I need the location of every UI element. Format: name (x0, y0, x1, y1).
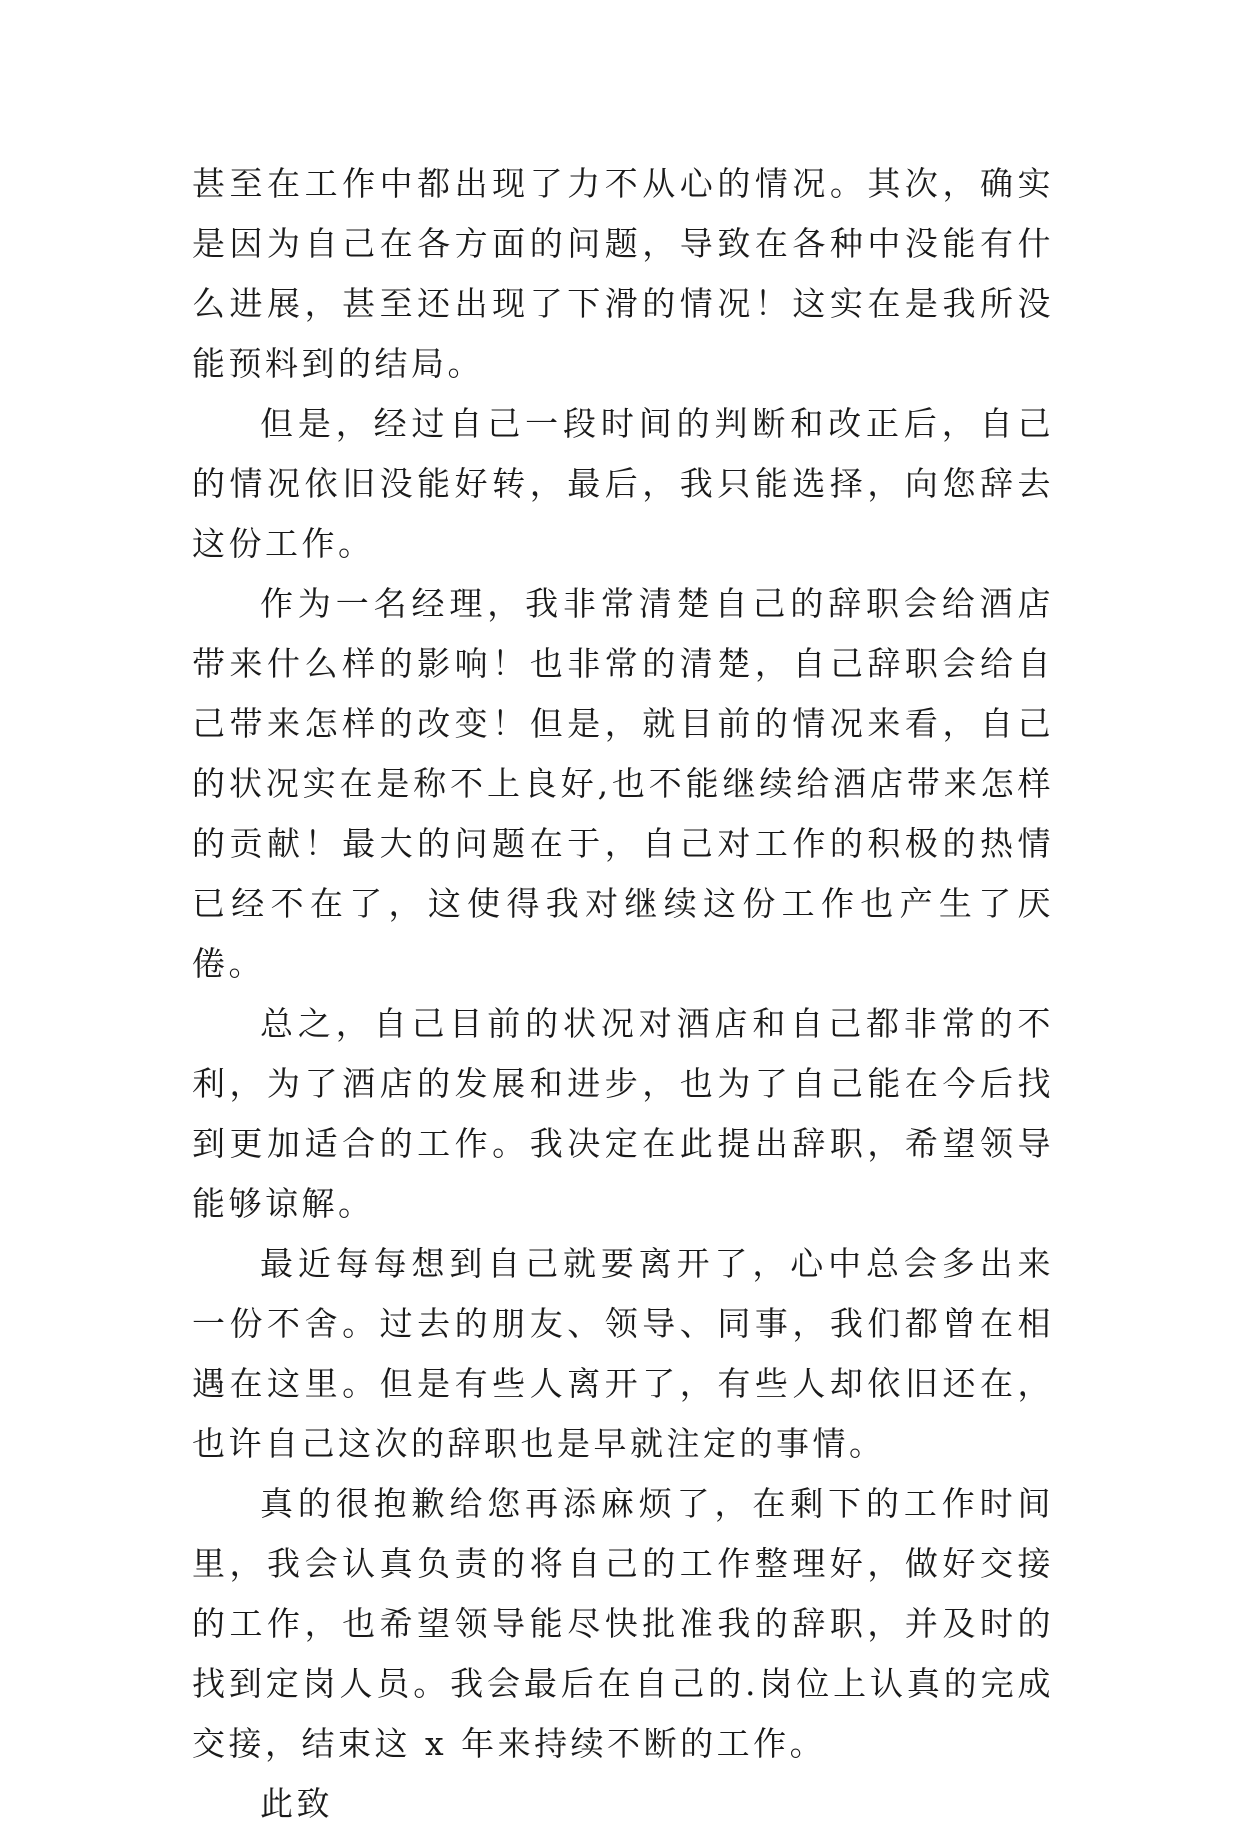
letter-body (192, 154, 1054, 1834)
paragraph-continuation: 甚至在工作中都出现了力不从心的情况。其次，确实是因为自己在各方面的问题，导致在各种中没能有什么进展，甚至还出现了下滑的情况！这实在是我所没能预料到的结局。 (192, 164, 1054, 383)
paragraph-handover: 真的很抱歉给您再添麻烦了，在剩下的工作时间里，我会认真负责的将自己的工作整理好，做好交接的工作，也希望领导能尽快批准我的辞职，并及时的找到定岗人员。我会最后在自己的.岗位上认真的完成交接，结束这 x 年来持续不断的工作。 (192, 1484, 1054, 1763)
paragraph-no-improvement: 但是，经过自己一段时间的判断和改正后，自己的情况依旧没能好转，最后，我只能选择，向您辞去这份工作。 (192, 404, 1054, 563)
closing-salutation: 此致 (260, 1784, 333, 1823)
paragraph-farewell: 最近每每想到自己就要离开了，心中总会多出来一份不舍。过去的朋友、领导、同事，我们都曾在相遇在这里。但是有些人离开了，有些人却依旧还在，也许自己这次的辞职也是早就注定的事情。 (192, 1244, 1054, 1463)
paragraph-manager-impact: 作为一名经理，我非常清楚自己的辞职会给酒店带来什么样的影响！也非常的清楚，自己辞职会给自己带来怎样的改变！但是，就目前的情况来看，自己的状况实在是称不上良好,也不能继续给酒店带来怎样的贡献！最大的问题在于，自己对工作的积极的热情已经不在了，这使得我对继续这份工作也产生了厌倦。 (192, 584, 1054, 983)
paragraph-resignation-decision: 总之，自己目前的状况对酒店和自己都非常的不利，为了酒店的发展和进步，也为了自己能在今后找到更加适合的工作。我决定在此提出辞职，希望领导能够谅解。 (192, 1004, 1054, 1223)
